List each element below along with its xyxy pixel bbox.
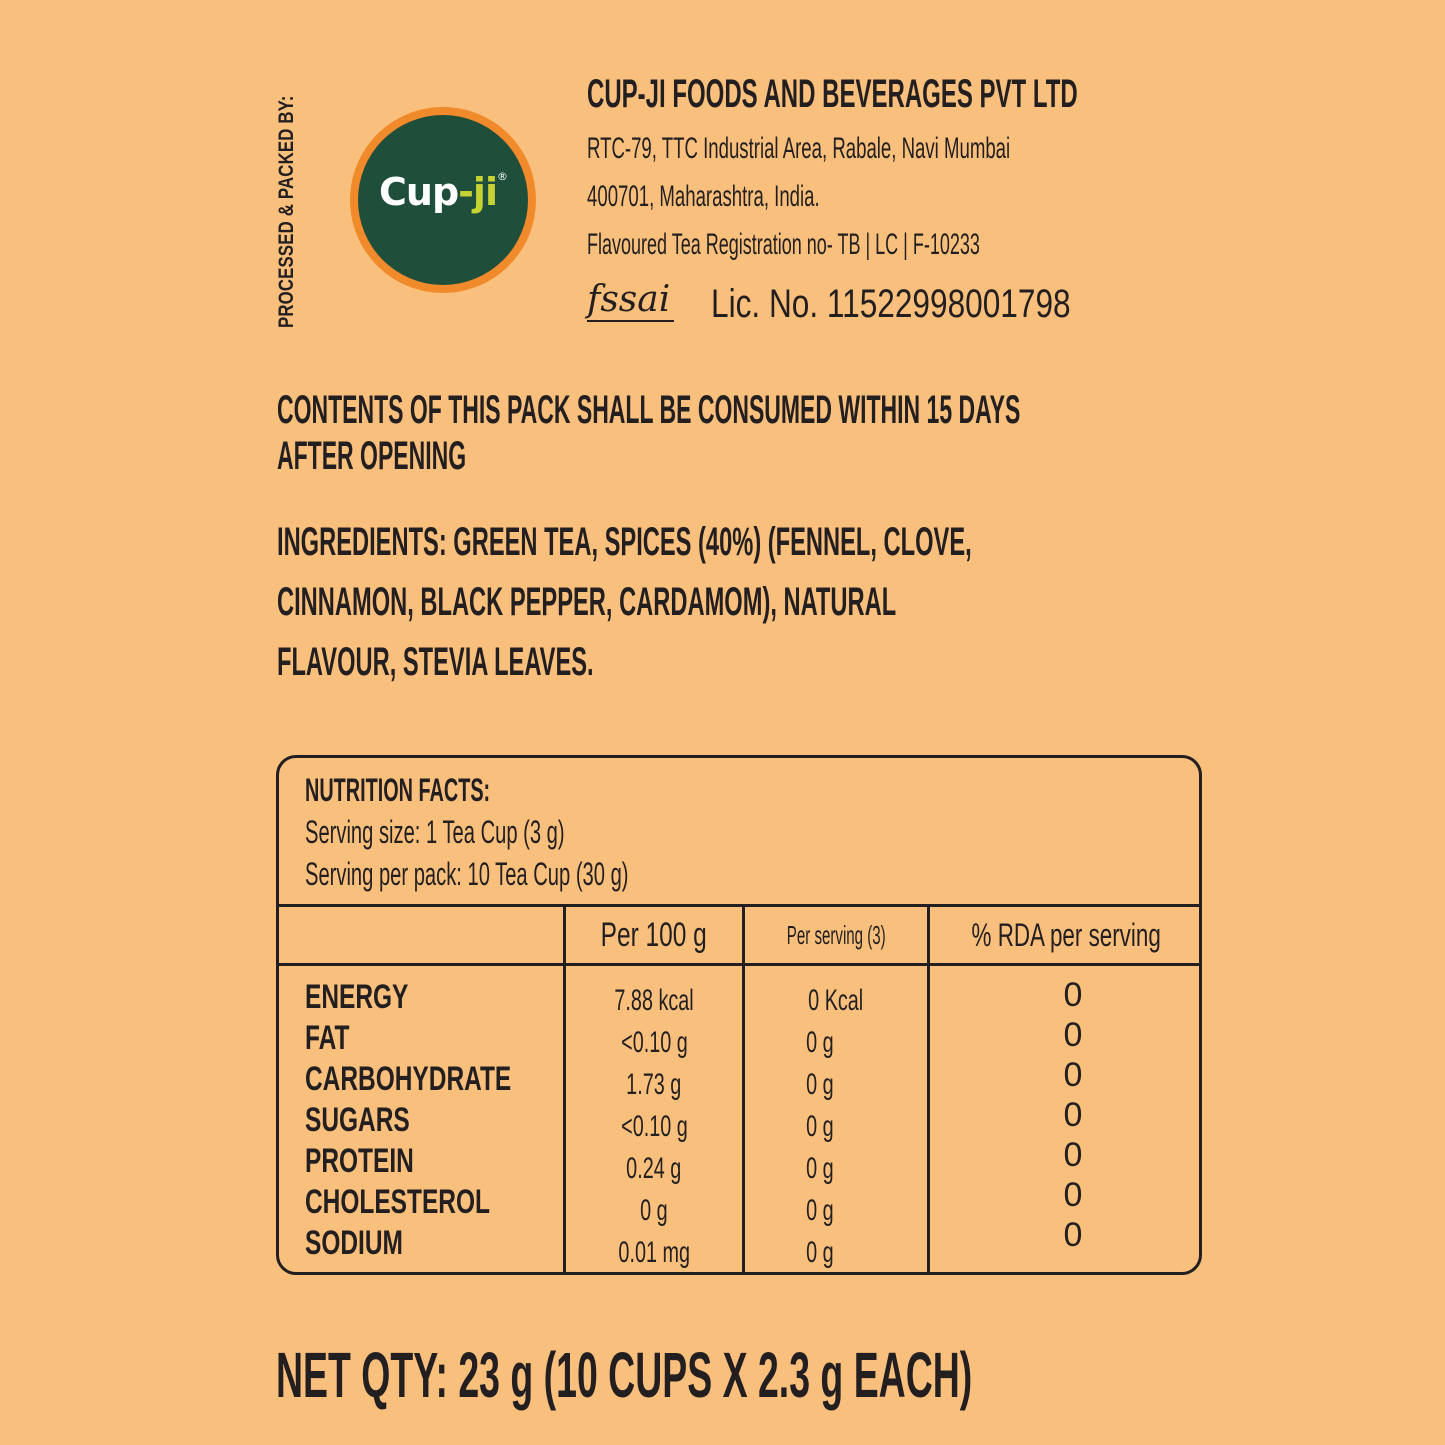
per-serving-value: 0 g (806, 1152, 834, 1185)
nutrient-label: CARBOHYDRATE (305, 1060, 512, 1098)
per-100g-value: <0.10 g (620, 1110, 688, 1143)
address-line-1: RTC-79, TTC Industrial Area, Rabale, Navi Mumbai (587, 132, 1011, 165)
nutrition-facts-table (276, 755, 1202, 1275)
nutrient-label: SODIUM (305, 1224, 403, 1262)
registered-mark: ® (496, 170, 507, 183)
nutrient-label: ENERGY (305, 978, 409, 1016)
consume-notice-line-1: CONTENTS OF THIS PACK SHALL BE CONSUMED WITHIN 15 DAYS (277, 388, 1021, 432)
serving-size: Serving size: 1 Tea Cup (3 g) (305, 814, 565, 850)
consume-notice-line-2: AFTER OPENING (277, 434, 467, 478)
per-100g-value: 0.24 g (626, 1152, 682, 1185)
per-serving-value: 0 g (806, 1068, 834, 1101)
ingredients-line-1: INGREDIENTS: GREEN TEA, SPICES (40%) (FENNEL, CLOVE, (277, 520, 972, 564)
ingredients-line-2: CINNAMON, BLACK PEPPER, CARDAMOM), NATURAL (277, 580, 897, 624)
per-serving-value: 0 g (806, 1110, 834, 1143)
address-line-2: 400701, Maharashtra, India. (587, 180, 820, 213)
per-100g-value: 0.01 mg (618, 1236, 690, 1269)
per-100g-value: 1.73 g (626, 1068, 682, 1101)
nutrient-label: PROTEIN (305, 1142, 414, 1180)
processed-packed-label: PROCESSED & PACKED BY: (275, 95, 298, 328)
logo-wordmark (358, 170, 528, 214)
table-divider-header (279, 963, 1202, 966)
rda-value: 0 (1063, 1096, 1083, 1134)
rda-value: 0 (1063, 1056, 1083, 1094)
per-100g-value: <0.10 g (620, 1026, 688, 1059)
ingredients-line-3: FLAVOUR, STEVIA LEAVES. (277, 640, 594, 684)
rda-value: 0 (1063, 1216, 1083, 1254)
per-100g-value: 0 g (640, 1194, 668, 1227)
table-divider-top (279, 904, 1202, 907)
nutrient-label: CHOLESTEROL (305, 1183, 490, 1221)
net-quantity: NET QTY: 23 g (10 CUPS X 2.3 g EACH) (276, 1339, 973, 1411)
per-serving-value: 0 g (806, 1236, 834, 1269)
company-name: CUP-JI FOODS AND BEVERAGES PVT LTD (587, 72, 1078, 116)
logo-circle (358, 115, 528, 285)
nutrition-title: NUTRITION FACTS: (305, 772, 491, 808)
rda-value: 0 (1063, 1176, 1083, 1214)
rda-value: 0 (1063, 976, 1083, 1014)
per-serving-value: 0 g (806, 1026, 834, 1059)
rda-value: 0 (1063, 1016, 1083, 1054)
fssai-logo: fssai (587, 280, 674, 322)
nutrient-label: SUGARS (305, 1101, 410, 1139)
nutrient-label: FAT (305, 1019, 350, 1057)
cupji-logo (350, 107, 536, 293)
registration-number: Flavoured Tea Registration no- TB | LC | F-10233 (587, 228, 980, 261)
column-header-rda: % RDA per serving (971, 917, 1161, 953)
rda-value: 0 (1063, 1136, 1083, 1174)
servings-per-pack: Serving per pack: 10 Tea Cup (30 g) (305, 856, 629, 892)
logo-name-accent: -ji (458, 170, 497, 214)
column-header-per-100g: Per 100 g (600, 916, 708, 954)
per-100g-value: 7.88 kcal (614, 984, 694, 1017)
license-number: Lic. No. 11522998001798 (711, 282, 1071, 326)
per-serving-value: 0 g (806, 1194, 834, 1227)
per-serving-value: 0 Kcal (808, 984, 864, 1017)
column-header-per-serving: Per serving (3) (786, 920, 886, 950)
logo-name-main: Cup (379, 170, 459, 214)
